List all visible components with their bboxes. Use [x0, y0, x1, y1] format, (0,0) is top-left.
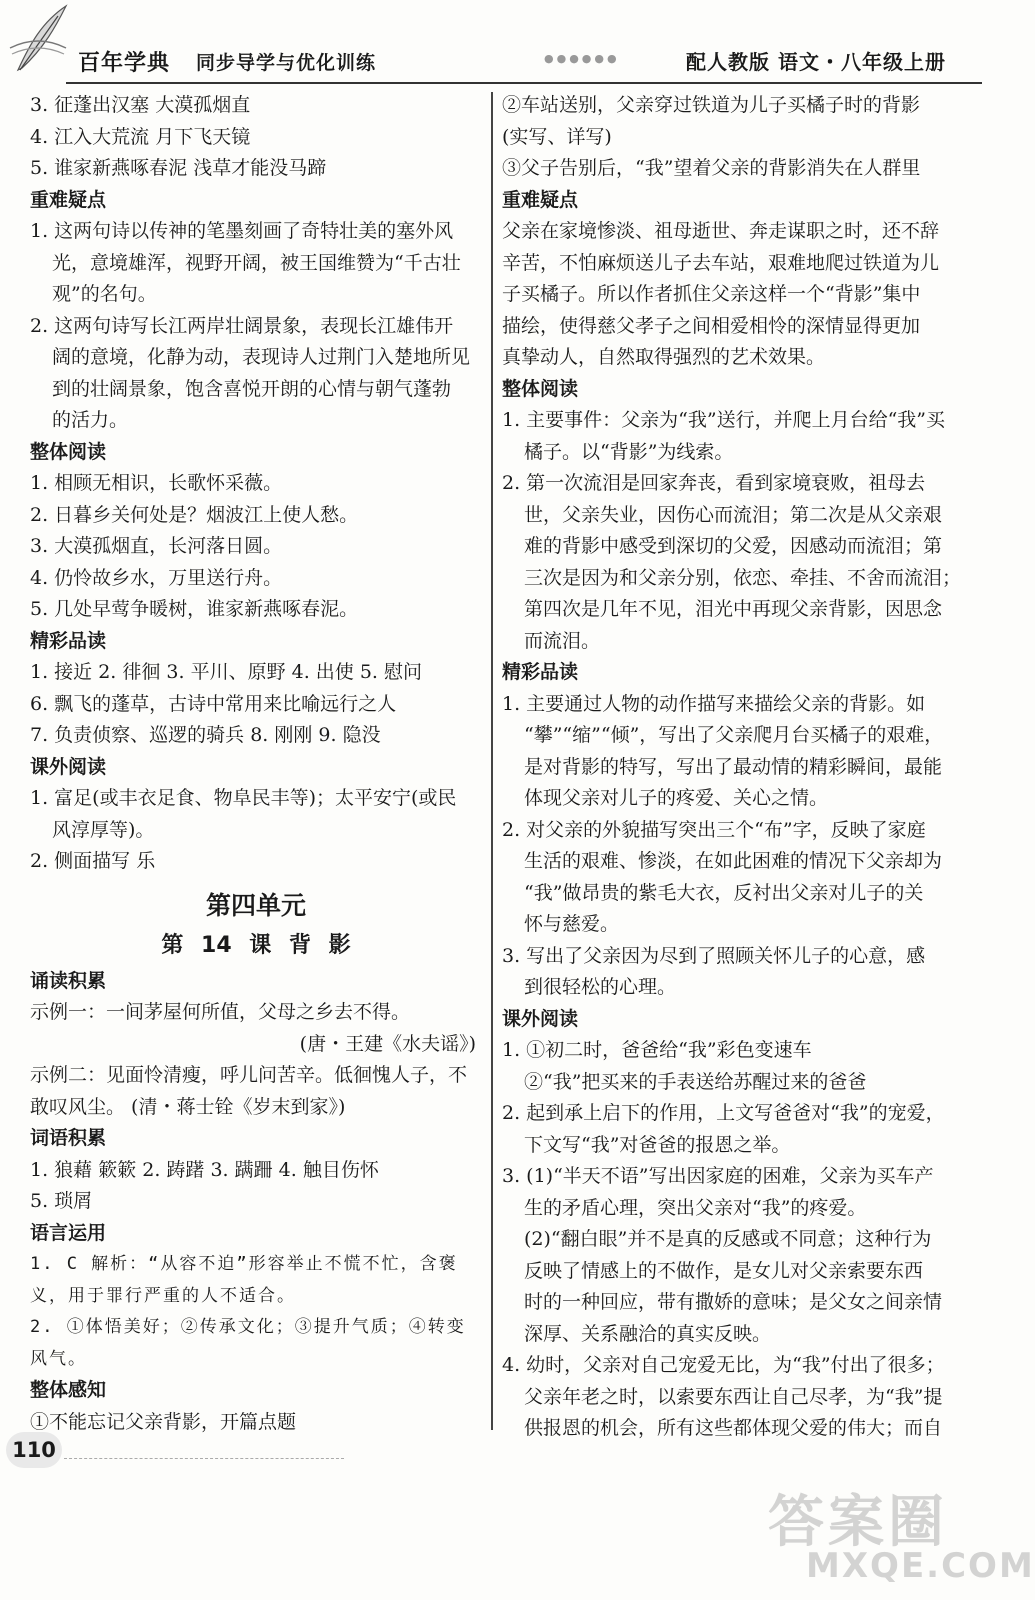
text-line: 7. 负责侦察、巡逻的骑兵 8. 刚刚 9. 隐没: [30, 724, 381, 746]
text-line: 5. 琐屑: [30, 1190, 93, 1212]
footer-rule: [64, 1458, 344, 1459]
text-line-indented: 风淳厚等)。: [52, 818, 155, 841]
text-line: 2. 这两句诗写长江两岸壮阔景象，表现长江雄伟开: [30, 314, 454, 337]
text-line: 3. 征蓬出汉塞 大漠孤烟直: [30, 94, 251, 116]
text-line-indented: 生活的艰难、惨淡，在如此困难的情况下父亲却为: [524, 850, 943, 872]
text-line-indented: 到很轻松的心理。: [524, 976, 677, 998]
series-title: 同步导学与优化训练: [196, 52, 377, 74]
page-number: 110: [6, 1432, 62, 1468]
text-line: 1. 主要事件：父亲为“我”送行，并爬上月台给“我”买: [502, 409, 946, 431]
section-heading: 课外阅读: [502, 1007, 579, 1030]
text-line-indented: 深厚、关系融洽的真实反映。: [524, 1322, 772, 1345]
text-line: 1. 相顾无相识，长歌怀采薇。: [30, 472, 283, 494]
text-line: 2. 日暮乡关何处是？烟波江上使人愁。: [30, 503, 359, 526]
text-line-indented: 体现父亲对儿子的疼爱、关心之情。: [524, 787, 829, 809]
text-line: 3. 写出了父亲因为尽到了照顾关怀儿子的心意，感: [502, 944, 926, 967]
text-line-indented: 世，父亲失业，因伤心而流泪；第二次是从父亲艰: [524, 503, 943, 526]
brand-title: 百年学典: [78, 51, 171, 76]
handwritten-line: 2. ①体悟美好；②传承文化；③提升气质；④转变: [30, 1317, 466, 1337]
text-line: 1. 主要通过人物的动作描写来描绘父亲的背影。如: [502, 692, 926, 715]
citation-line: (唐・王建《水夫谣》): [299, 1032, 476, 1055]
text-line-indented: 供报恩的机会，所有这些都体现父爱的伟大；而自: [524, 1417, 943, 1439]
text-line: ③父子告别后，“我”望着父亲的背影消失在人群里: [502, 157, 921, 179]
text-line: 1. 这两句诗以传神的笔墨刻画了奇特壮美的塞外风: [30, 220, 454, 242]
page-header: [0, 0, 996, 84]
text-line-indented: 光，意境雄浑，视野开阔，被王国维赞为“千古壮: [52, 251, 461, 274]
text-line-indented: 到的壮阔景象，饱含喜悦开朗的心情与朝气蓬勃: [52, 377, 452, 400]
text-line: 描绘，使得慈父孝子之间相爱相怜的深情显得更加: [502, 314, 921, 337]
text-line: 示例二：见面怜清瘦，呼儿问苦辛。低徊愧人子，不: [30, 1064, 468, 1086]
section-heading: 精彩品读: [502, 661, 579, 683]
text-line-indented: (2)“翻白眼”并不是真的反感或不同意；这种行为: [524, 1228, 932, 1250]
text-line: 1. 狼藉 簌簌 2. 踌躇 3. 蹒跚 4. 触目伤怀: [30, 1158, 379, 1181]
text-line-indented: 难的背影中感受到深切的父爱，因感动而流泪；第: [524, 535, 943, 557]
text-line: 4. 幼时，父亲对自己宠爱无比，为“我”付出了很多；: [502, 1354, 945, 1376]
text-line: 2. 侧面描写 乐: [30, 850, 156, 872]
lesson-title: 第 14 课 背 影: [161, 932, 351, 958]
column-divider: [491, 92, 493, 1430]
right-column: [502, 90, 962, 1445]
text-line-indented: 时的一种回应，带有撒娇的意味；是父女之间亲情: [524, 1291, 943, 1313]
text-line: 3. (1)“半天不语”写出因家庭的困难，父亲为买车产: [502, 1165, 934, 1187]
text-line-indented: 阔的意境，化静为动，表现诗人过荆门入楚地所见: [52, 346, 471, 368]
text-line: 4. 仍怜故乡水，万里送行舟。: [30, 566, 283, 589]
text-line-indented: 父亲年老之时，以索要东西让自己尽孝，为“我”提: [524, 1385, 943, 1408]
text-line-indented: 第四次是几年不见，泪光中再现父亲背影，因思念: [524, 598, 943, 620]
quill-logo-icon: [8, 4, 70, 74]
text-line: 2. 起到承上启下的作用，上文写爸爸对“我”的宠爱，: [502, 1102, 945, 1124]
section-heading: 整体感知: [30, 1379, 107, 1401]
section-heading: 整体阅读: [502, 377, 579, 400]
watermark: [762, 1478, 1035, 1590]
section-heading: 精彩品读: [30, 629, 107, 652]
text-line-indented: 观”的名句。: [52, 283, 157, 305]
text-line-indented: 下文写“我”对爸爸的报恩之举。: [524, 1133, 791, 1156]
edition-label: 配人教版 语文・八年级上册: [686, 50, 946, 74]
text-line-indented: 生的矛盾心理，突出父亲对“我”的疼爱。: [524, 1196, 867, 1219]
left-column: [30, 90, 482, 1438]
text-line-indented: “攀”“缩”“倾”，写出了父亲爬月台买橘子的艰难，: [524, 724, 944, 746]
text-line: 3. 大漠孤烟直，长河落日圆。: [30, 535, 283, 557]
watermark-logo-text: 答案圈: [768, 1490, 948, 1555]
text-line: 2. 对父亲的外貌描写突出三个“布”字，反映了家庭: [502, 818, 926, 841]
text-line: 4. 江入大荒流 月下飞天镜: [30, 125, 251, 148]
text-line: 2. 第一次流泪是回家奔丧，看到家境衰败，祖母去: [502, 472, 926, 494]
text-line: 6. 飘飞的蓬草，古诗中常用来比喻远行之人: [30, 692, 397, 715]
handwritten-line: 风气。: [30, 1348, 87, 1369]
text-line: ②车站送别，父亲穿过铁道为儿子买橘子时的背影: [502, 94, 921, 116]
text-line-indented: 是对背影的特写，写出了最动情的精彩瞬间，最能: [524, 755, 943, 778]
section-heading: 词语积累: [30, 1127, 107, 1149]
text-line: (实写、详写): [502, 125, 612, 148]
text-line-indented: ②“我”把买来的手表送给苏醒过来的爸爸: [524, 1070, 867, 1093]
text-line: 5. 谁家新燕啄春泥 浅草才能没马蹄: [30, 157, 327, 179]
text-line: 子买橘子。所以作者抓住父亲这样一个“背影”集中: [502, 283, 921, 305]
section-heading: 重难疑点: [502, 188, 579, 211]
section-heading: 整体阅读: [30, 440, 107, 463]
text-line: 辛苦，不怕麻烦送儿子去车站，艰难地爬过铁道为儿: [502, 251, 940, 274]
section-heading: 课外阅读: [30, 755, 107, 778]
section-heading: 诵读积累: [30, 969, 107, 992]
text-line: 1. 接近 2. 徘徊 3. 平川、原野 4. 出使 5. 慰问: [30, 661, 422, 683]
unit-title: 第四单元: [205, 890, 306, 920]
header-dots: ●●●●●●: [544, 52, 620, 65]
text-line-indented: 怀与慈爱。: [524, 913, 620, 935]
text-line-indented: 而流泪。: [524, 629, 601, 652]
text-line-indented: 橘子。以“背影”为线索。: [524, 440, 734, 463]
handwritten-line: 1. C 解析：“从容不迫”形容举止不慌不忙，含褒: [30, 1254, 458, 1274]
text-line-indented: 三次是因为和父亲分别，依恋、牵挂、不舍而流泪；: [524, 566, 962, 589]
section-heading: 语言运用: [30, 1221, 107, 1244]
text-line: 父亲在家境惨淡、祖母逝世、奔走谋职之时，还不辞: [502, 220, 940, 242]
header-rule: [66, 82, 982, 84]
text-line-indented: “我”做昂贵的紫毛大衣，反衬出父亲对儿子的关: [524, 881, 924, 904]
text-line-indented: 反映了情感上的不做作，是女儿对父亲索要东西: [524, 1259, 924, 1282]
text-line: ①不能忘记父亲背影，开篇点题: [30, 1410, 297, 1433]
handwritten-line: 义，用于罪行严重的人不适合。: [30, 1285, 296, 1306]
text-line: 5. 几处早莺争暖树，谁家新燕啄春泥。: [30, 598, 359, 620]
text-line-indented: 的活力。: [52, 409, 129, 431]
section-heading: 重难疑点: [30, 188, 107, 211]
text-line: 真挚动人，自然取得强烈的艺术效果。: [502, 346, 826, 368]
text-line: 示例一：一间茅屋何所值，父母之乡去不得。: [30, 1001, 411, 1023]
text-line: 敢叹风尘。 (清・蒋士铨《岁末到家》): [30, 1095, 346, 1118]
text-line: 1. 富足(或丰衣足食、物阜民丰等)；太平安宁(或民: [30, 787, 457, 809]
watermark-url: MXQE.COM: [806, 1546, 1035, 1586]
text-line: 1. ①初二时，爸爸给“我”彩色变速车: [502, 1039, 812, 1061]
